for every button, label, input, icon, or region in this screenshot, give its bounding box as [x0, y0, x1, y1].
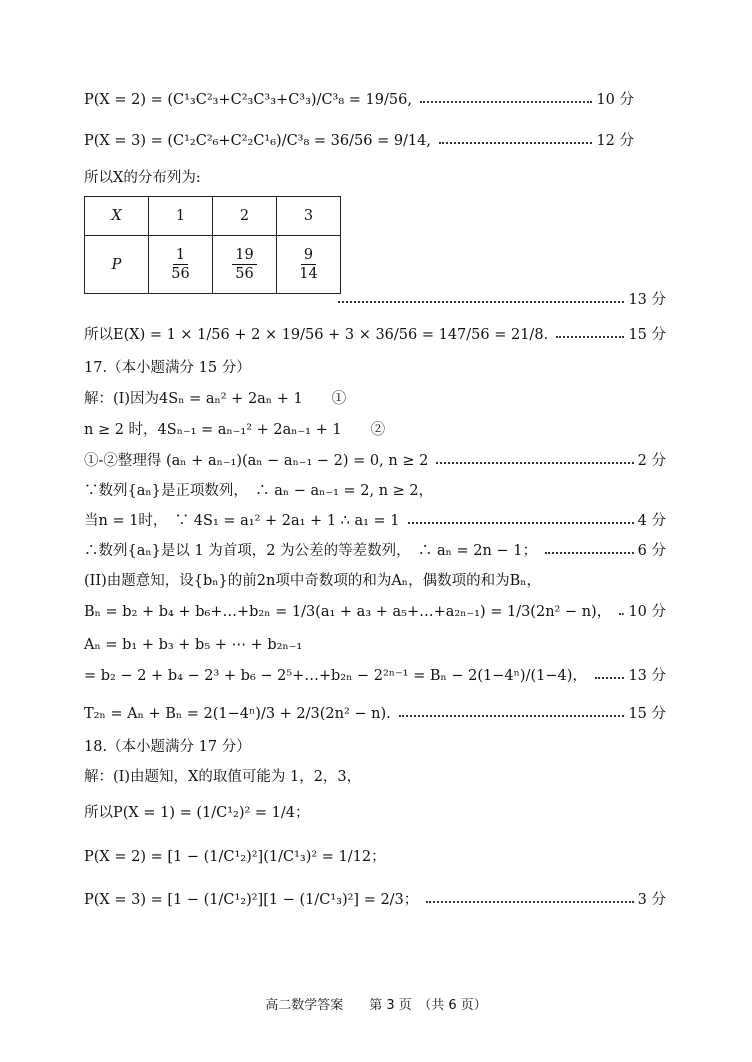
- score: 6 分: [637, 543, 666, 559]
- score: 4 分: [637, 513, 666, 529]
- line-text: = b₂ − 2 + b₄ − 2³ + b₆ − 2⁵+…+b₂ₙ − 2²ⁿ⁻¹ = Bₙ − 2(1−4ⁿ)/(1−4)，: [84, 668, 587, 684]
- leader-dots: [556, 336, 624, 338]
- line-text: P(X = 3) = [1 − (1/C¹₂)²][1 − (1/C¹₃)²] = 2/3；: [84, 892, 419, 908]
- leader-dots: [408, 522, 634, 524]
- leader-dots: [399, 715, 625, 717]
- line-text: (II)由题意知，设{bₙ}的前2n项中奇数项的和为Aₙ，偶数项的和为Bₙ，: [84, 573, 542, 589]
- page-footer: 高二数学答案 第 3 页 （共 6 页）: [265, 998, 487, 1013]
- line-text: 所以X的分布列为:: [84, 170, 201, 186]
- line-table-score: [330, 290, 666, 310]
- leader-dots: [436, 462, 633, 464]
- table-header-cell: 1: [149, 197, 213, 236]
- table-header-cell: 2: [213, 197, 277, 236]
- line-17-n1: [84, 511, 666, 531]
- table-cell: $\frac{19}{56}$: [213, 236, 277, 294]
- line-17-an-expand: [84, 666, 666, 686]
- leader-dots: [595, 677, 625, 679]
- line-17-eq1: [84, 389, 346, 409]
- score: 10 分: [628, 604, 666, 620]
- score: 10 分: [596, 92, 634, 108]
- score: 13 分: [628, 668, 666, 684]
- leader-dots: [338, 301, 624, 303]
- table-header-cell: X: [85, 197, 149, 236]
- score: 13 分: [628, 292, 666, 308]
- line-text: 17.（本小题满分 15 分）: [84, 360, 251, 376]
- line-text: 所以P(X = 1) = (1/C¹₂)² = 1/4；: [84, 805, 310, 821]
- line-17-eq2: [84, 420, 385, 440]
- table-cell: $\frac{1}{56}$: [149, 236, 213, 294]
- leader-dots: [426, 901, 633, 903]
- line-text: 18.（本小题满分 17 分）: [84, 739, 251, 755]
- line-text: T₂ₙ = Aₙ + Bₙ = 2(1−4ⁿ)/3 + 2/3(2n² − n).: [84, 706, 391, 722]
- distribution-table: [84, 196, 341, 294]
- problem-18-heading: [84, 737, 251, 757]
- line-expectation: [84, 325, 666, 345]
- line-17-t2n: [84, 704, 666, 724]
- line-text: Aₙ = b₁ + b₃ + b₅ + ⋯ + b₂ₙ₋₁: [84, 637, 303, 653]
- line-text: Bₙ = b₂ + b₄ + b₆+…+b₂ₙ = 1/3(a₁ + a₃ + a₅+…+a₂ₙ₋₁) = 1/3(2n² − n)，: [84, 604, 612, 620]
- line-text: 解：(I)因为4Sₙ = aₙ² + 2aₙ + 1 ①: [84, 391, 347, 407]
- line-text: ∵数列{aₙ}是正项数列， ∴ aₙ − aₙ₋₁ = 2, n ≥ 2，: [84, 483, 434, 499]
- score: 2 分: [637, 453, 666, 469]
- score: 3 分: [637, 892, 666, 908]
- leader-dots: [619, 613, 624, 615]
- line-17-an: [84, 635, 302, 655]
- line-text: 当n = 1时， ∵ 4S₁ = a₁² + 2a₁ + 1 ∴ a₁ = 1: [84, 513, 400, 529]
- line-text: n ≥ 2 时，4Sₙ₋₁ = aₙ₋₁² + 2aₙ₋₁ + 1 ②: [84, 422, 386, 438]
- leader-dots: [439, 142, 592, 144]
- table-cell: $\frac{9}{14}$: [277, 236, 341, 294]
- line-18-values: [84, 767, 361, 787]
- table-header-cell: 3: [277, 197, 341, 236]
- score: 12 分: [596, 133, 634, 149]
- line-17-part2: [84, 571, 541, 591]
- line-text: P(X = 2) = [1 − (1/C¹₂)²](1/C¹₃)² = 1/12；: [84, 849, 386, 865]
- line-18-p3: [84, 890, 666, 910]
- leader-dots: [545, 552, 634, 554]
- line-17-arith: [84, 541, 666, 561]
- line-17-bn: [84, 602, 666, 622]
- line-text: 所以E(X) = 1 × 1/56 + 2 × 19/56 + 3 × 36/56 = 147/56 = 21/8.: [84, 327, 549, 343]
- line-18-p2: [84, 847, 386, 867]
- line-distribution-intro: [84, 168, 201, 188]
- score: 15 分: [628, 327, 666, 343]
- line-17-positive: [84, 481, 433, 501]
- line-18-p1: [84, 803, 310, 823]
- line-p-x-3: [84, 131, 634, 151]
- score: 15 分: [628, 706, 666, 722]
- line-17-simplify: [84, 451, 666, 471]
- line-text: P(X = 2) = (C¹₃C²₃+C²₃C³₃+C³₃)/C³₈ = 19/56,: [84, 92, 412, 108]
- line-p-x-2: [84, 90, 634, 110]
- leader-dots: [420, 101, 593, 103]
- line-text: 解：(I)由题知，X的取值可能为 1，2，3，: [84, 769, 362, 785]
- line-text: P(X = 3) = (C¹₂C²₆+C²₂C¹₆)/C³₈ = 36/56 = 9/14,: [84, 133, 431, 149]
- line-text: ∴数列{aₙ}是以 1 为首项，2 为公差的等差数列， ∴ aₙ = 2n − 1；: [84, 543, 537, 559]
- problem-17-heading: [84, 358, 251, 378]
- table-row-label: P: [85, 236, 149, 294]
- line-text: ①-②整理得 (aₙ + aₙ₋₁)(aₙ − aₙ₋₁ − 2) = 0, n ≥ 2: [84, 453, 429, 469]
